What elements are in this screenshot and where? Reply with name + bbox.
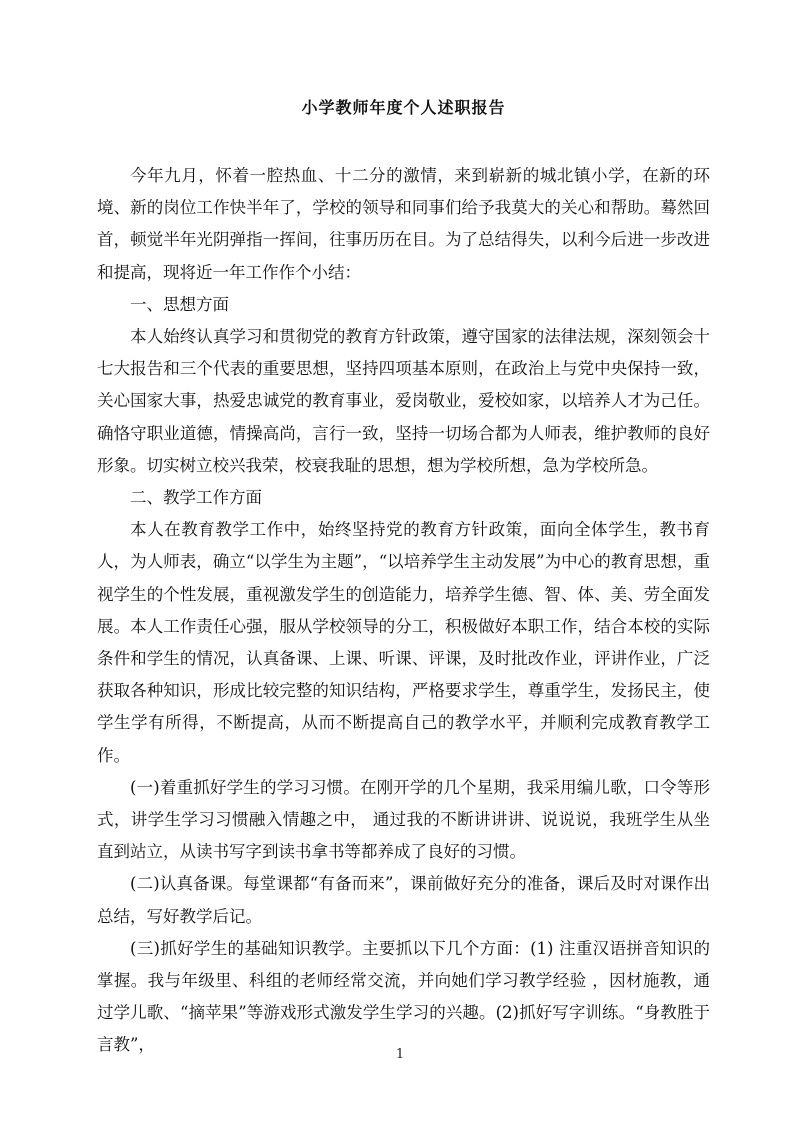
paragraph-intro: 今年九月，怀着一腔热血、十二分的激情，来到崭新的城北镇小学，在新的环境、新的岗位工作快半年了，学校的领导和同事们给予我莫大的关心和帮助。蓦然回首，顿觉半年光阴弹指一挥间，往事历历在目。为了总结得失，以利今后进一步改进和提高，现将近一年工作作个小结： <box>97 166 710 282</box>
paragraph-basic-knowledge: (三)抓好学生的基础知识教学。主要抓以下几个方面：(1) 注重汉语拼音知识的掌握。我与年级里、科组的老师经常交流，并向她们学习教学经验 ，因材施教，通过学儿歌、“摘苹果”等游戏形式激发学生学习的兴趣。(2)抓好写字训练。“身教胜于言教”， <box>97 938 710 1055</box>
paragraph-thought: 本人始终认真学习和贯彻党的教育方针政策，遵守国家的法律法规，深刻领会十七大报告和三个代表的重要思想，坚持四项基本原则，在政治上与党中央保持一致，关心国家大事，热爱忠诚党的教育事业，爱岗敬业，爱校如家，以培养人才为己任。确恪守职业道德，情操高尚，言行一致，坚持一切场合都为人师表，维护教师的良好形象。切实树立校兴我荣，校衰我耻的思想，想为学校所想，急为学校所急。 <box>97 327 710 475</box>
paragraph-teaching: 本人在教育教学工作中，始终坚持党的教育方针政策，面向全体学生，教书育人，为人师表，确立“以学生为主题”，“以培养学生主动发展”为中心的教育思想，重视学生的个性发展，重视激发学生的创造能力，培养学生德、智、体、美、劳全面发展。本人工作责任心强，服从学校领导的分工，积极做好本职工作，结合本校的实际条件和学生的情况，认真备课、上课、听课、评课，及时批改作业，评讲作业，广泛获取各种知识，形成比较完整的知识结构，严格要求学生，尊重学生，发扬民主，使学生学有所得，不断提高，从而不断提高自己的教学水平，并顺利完成教育教学工作。 <box>97 520 710 765</box>
paragraph-lesson-prep: (二)认真备课。每堂课都“有备而来”，课前做好充分的准备，课后及时对课作出总结，写好教学后记。 <box>97 874 710 926</box>
section-heading-thought: 一、思想方面 <box>130 294 229 314</box>
page-number: 1 <box>395 1047 405 1062</box>
document-title: 小学教师年度个人述职报告 <box>301 98 506 117</box>
paragraph-habits: (一)着重抓好学生的学习习惯。在刚开学的几个星期，我采用编儿歌，口令等形式，讲学生学习习惯融入情趣之中， 通过我的不断讲讲讲、说说说，我班学生从坐直到站立，从读书写字到读书拿书等都养成了良好的习惯。 <box>97 777 710 862</box>
section-heading-teaching: 二、教学工作方面 <box>130 488 262 508</box>
